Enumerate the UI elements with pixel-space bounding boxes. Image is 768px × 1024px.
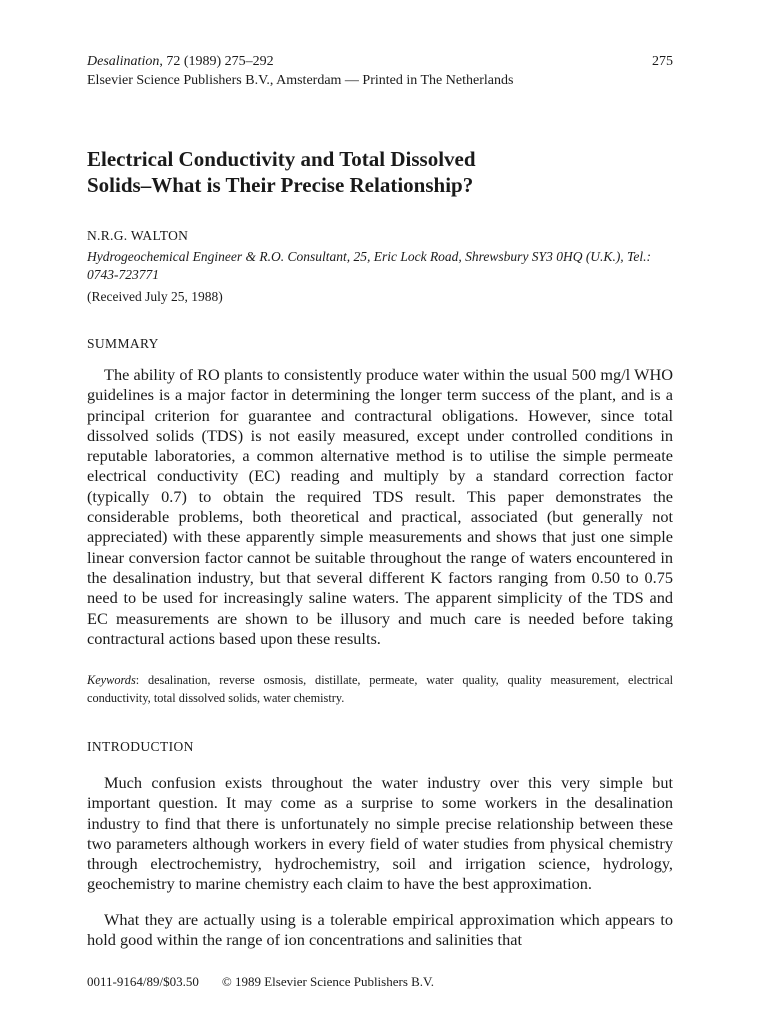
title-line-2: Solids–What is Their Precise Relationship? [87,173,474,197]
introduction-heading: INTRODUCTION [87,739,194,754]
journal-header [87,52,673,90]
page-footer [87,974,434,990]
summary-heading: SUMMARY [87,336,159,351]
citation-line [87,52,673,71]
keywords-label: Keywords [87,673,136,687]
issn-price: 0011-9164/89/$03.50 [87,974,199,989]
page-number: 275 [652,54,673,69]
author-affiliation: Hydrogeochemical Engineer & R.O. Consultant, 25, Eric Lock Road, Shrewsbury SY3 0HQ (U.K.), Tel.: 0743-723771 [87,249,651,282]
introduction-paragraph-2: What they are actually using is a tolerable empirical approximation which appears to hold good within the range of ion concentrations and salinities that [87,910,673,950]
summary-paragraph: The ability of RO plants to consistently produce water within the usual 500 mg/l WHO guidelines is a major factor in determining the longer term success of the plant, and is a principal criterion for guarantee and contractural obligations. However, since total dissolved solids (TDS) is not easily measured, except under controlled conditions in reputable laboratories, a common alternative method is to utilise the simple permeate electrical conductivity (EC) reading and multiply by a standard correction factor (typically 0.7) to obtain the required TDS result. This paper demonstrates the considerable problems, both theoretical and practical, associated (but generally not appreciated) with these apparently simple measurements and shows that just one simple linear conversion factor cannot be suitable throughout the range of waters encountered in the desalination industry, but that several different K factors ranging from 0.50 to 0.75 need to be used for increasingly saline waters. The apparent simplicity of the TDS and EC measurements are shown to be illusory and much care is needed before taking contractural actions based upon these results. [87,365,673,648]
journal-name: Desalination [87,54,160,69]
title-line-1: Electrical Conductivity and Total Dissolved [87,147,476,171]
publisher-line: Elsevier Science Publishers B.V., Amsterdam — Printed in The Netherlands [87,73,514,88]
author-name: N.R.G. WALTON [87,228,189,243]
copyright-notice: © 1989 Elsevier Science Publishers B.V. [221,974,435,989]
volume-pages: , 72 (1989) 275–292 [159,54,274,69]
received-date: (Received July 25, 1988) [87,289,223,304]
keywords-list: : desalination, reverse osmosis, distillate, permeate, water quality, quality measurement, electrical conductivity, total dissolved solids, water chemistry. [87,673,673,705]
citation [87,52,274,71]
introduction-paragraph-1: Much confusion exists throughout the water industry over this very simple but important question. It may come as a surprise to some workers in the desalination industry to find that there is unfortunately no simple precise relationship between these two parameters although workers in every field of water studies from physical chemistry through electrochemistry, hydrochemistry, soil and irrigation science, hydrology, geochemistry to marine chemistry each claim to have the best approximation. [87,773,673,894]
keywords [87,671,673,707]
article-title [87,146,687,198]
